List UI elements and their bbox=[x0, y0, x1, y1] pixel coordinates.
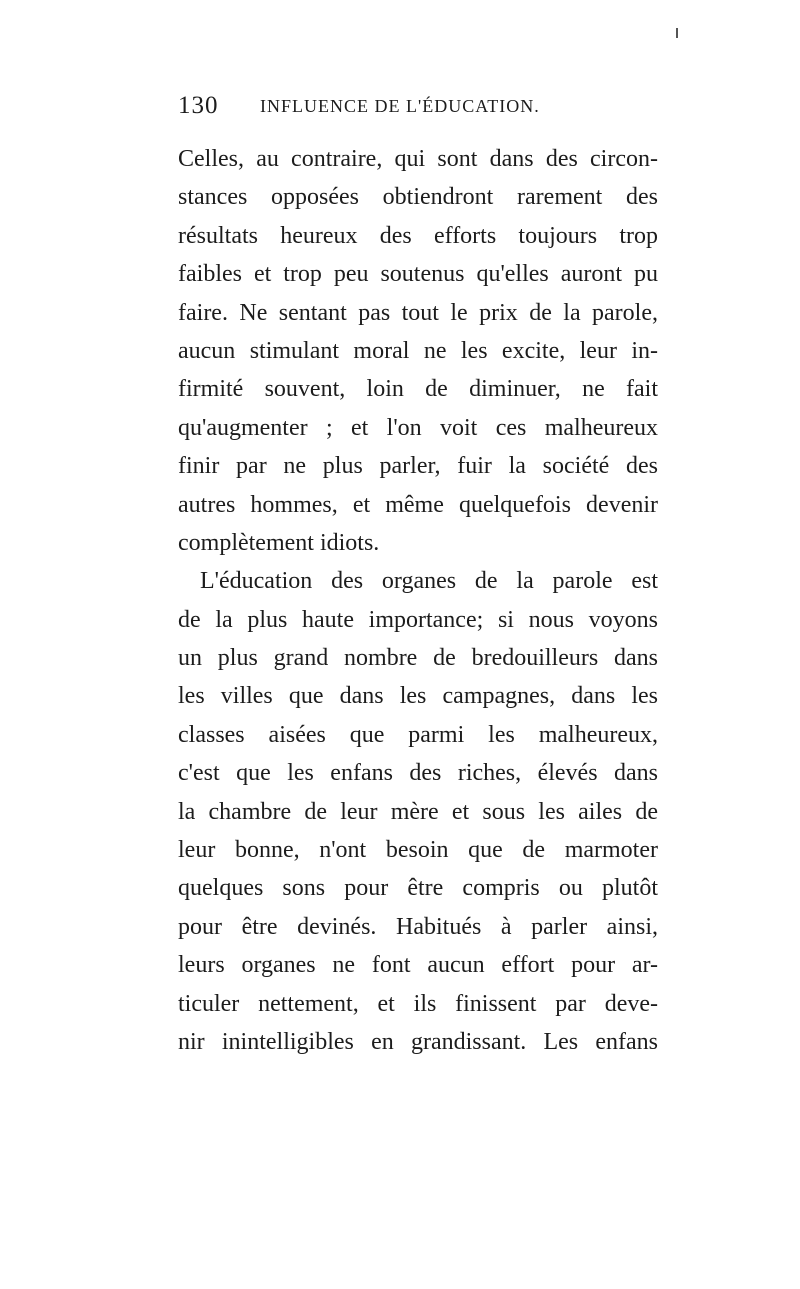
text-line: aucun stimulant moral ne les excite, leur in- bbox=[178, 337, 658, 364]
text-line: leurs organes ne font aucun effort pour ar- bbox=[178, 952, 658, 979]
text-line: classes aisées que parmi les malheureux, bbox=[178, 721, 658, 748]
running-head: INFLUENCE DE L'ÉDUCATION. bbox=[260, 96, 540, 116]
text-line: quelques sons pour être compris ou plutôt bbox=[178, 875, 658, 902]
text-line: qu'augmenter ; et l'on voit ces malheureux bbox=[178, 414, 658, 441]
text-line: firmité souvent, loin de diminuer, ne fait bbox=[178, 376, 658, 403]
text-line: nir inintelligibles en grandissant. Les enfans bbox=[178, 1028, 658, 1055]
text-line: faibles et trop peu soutenus qu'elles auront pu bbox=[178, 261, 658, 288]
page-header bbox=[178, 92, 658, 122]
page-mark bbox=[676, 28, 678, 38]
body-text bbox=[178, 140, 658, 1061]
text-line: autres hommes, et même quelquefois devenir bbox=[178, 491, 658, 518]
text-line: de la plus haute importance; si nous voyons bbox=[178, 606, 658, 633]
text-line: un plus grand nombre de bredouilleurs dans bbox=[178, 645, 658, 672]
text-line: ticuler nettement, et ils finissent par deve- bbox=[178, 990, 658, 1017]
text-line: faire. Ne sentant pas tout le prix de la parole, bbox=[178, 299, 658, 326]
text-line: Celles, au contraire, qui sont dans des circon- bbox=[178, 146, 658, 172]
text-line: finir par ne plus parler, fuir la société des bbox=[178, 453, 658, 480]
page-number: 130 bbox=[178, 92, 219, 119]
text-line: résultats heureux des efforts toujours trop bbox=[178, 222, 658, 249]
text-line: stances opposées obtiendront rarement des bbox=[178, 184, 658, 211]
text-line: pour être devinés. Habitués à parler ainsi, bbox=[178, 913, 658, 940]
text-line: leur bonne, n'ont besoin que de marmoter bbox=[178, 837, 658, 864]
text-line: c'est que les enfans des riches, élevés dans bbox=[178, 760, 658, 787]
text-line: L'éducation des organes de la parole est bbox=[200, 568, 658, 595]
text-line: complètement idiots. bbox=[178, 529, 380, 556]
text-line: la chambre de leur mère et sous les ailes de bbox=[178, 798, 658, 825]
text-line: les villes que dans les campagnes, dans les bbox=[178, 683, 658, 710]
